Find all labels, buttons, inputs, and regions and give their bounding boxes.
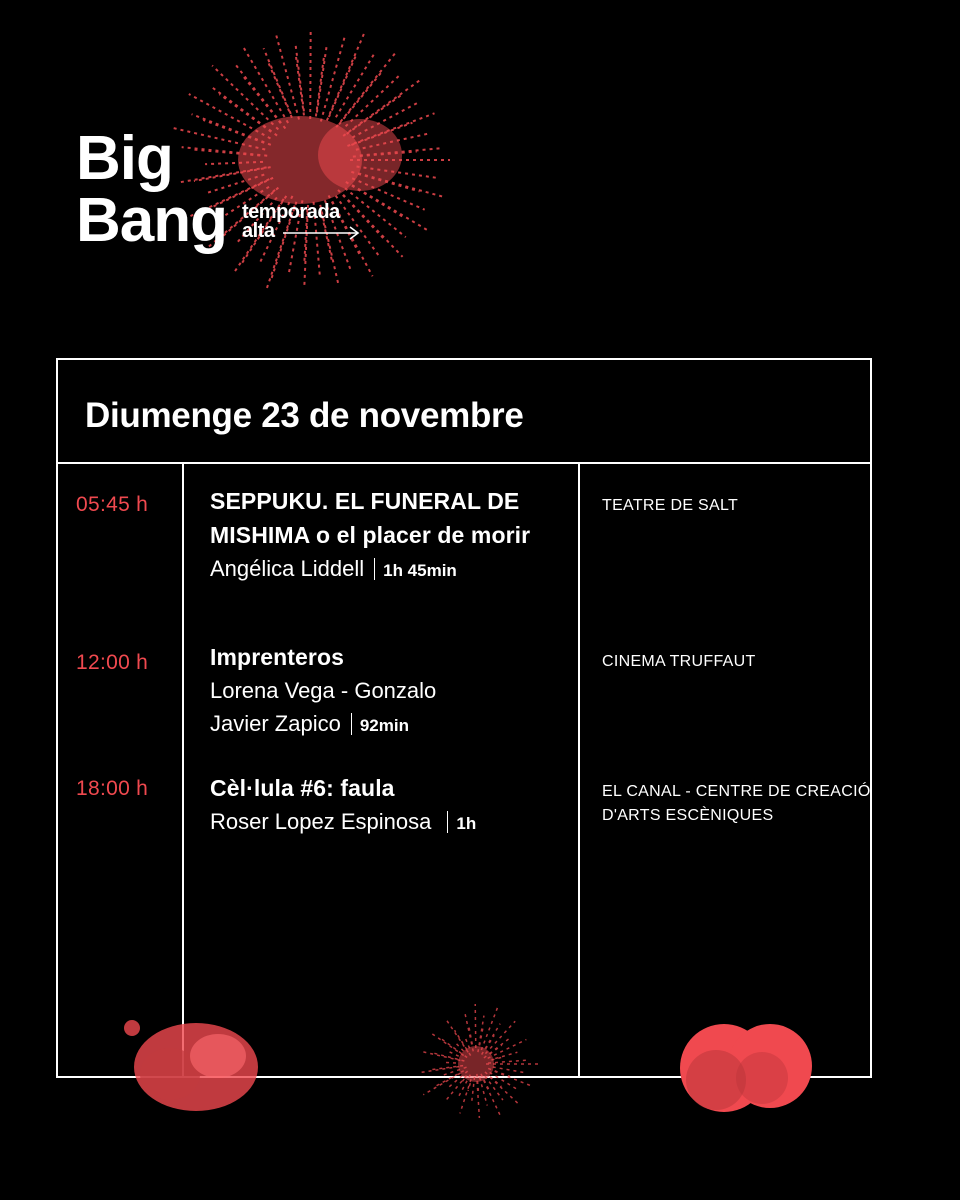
arrow-right-icon — [283, 226, 361, 240]
event-duration: 1h — [456, 814, 477, 833]
event-artist-line — [210, 552, 570, 587]
event-artist: Roser Lopez Espinosa — [210, 809, 432, 834]
logo-sub-line2: alta — [242, 220, 275, 242]
logo-bang: Bang — [76, 186, 227, 255]
event-artist-line — [210, 674, 490, 742]
event-duration: 1h 45min — [383, 561, 457, 580]
event-time: 12:00 h — [76, 651, 149, 674]
schedule-date: Diumenge 23 de novembre — [85, 396, 524, 435]
event-venue: TEATRE DE SALT — [602, 497, 739, 514]
event-duration: 92min — [359, 716, 409, 735]
schedule-header — [58, 360, 870, 464]
event-title: SEPPUKU. EL FUNERAL DE MISHIMA o el placer de morir — [210, 488, 531, 548]
sphere-blob-graphic — [676, 1018, 816, 1118]
event-artist: Lorena Vega - Gonzalo Javier Zapico — [210, 678, 437, 736]
event-venue: CINEMA TRUFFAUT — [602, 653, 756, 670]
event-info — [210, 484, 570, 587]
event-info — [210, 771, 570, 840]
separator — [351, 713, 352, 735]
column-divider — [578, 462, 580, 1076]
separator — [374, 558, 375, 580]
burst-blob-graphic — [396, 1004, 546, 1124]
column-divider — [182, 462, 184, 1076]
logo-sub-line1: temporada — [242, 201, 340, 223]
event-time: 05:45 h — [76, 493, 149, 516]
event-artist: Angélica Liddell — [210, 556, 365, 581]
event-artist-line — [210, 805, 570, 840]
smoke-blob-graphic — [118, 1012, 268, 1122]
event-venue: EL CANAL - CENTRE DE CREACIÓ D'ARTS ESCÈNIQUES — [602, 783, 871, 824]
event-title: Imprenteros — [210, 644, 345, 670]
logo-big: Big — [76, 124, 173, 193]
schedule-table — [56, 358, 872, 1078]
separator — [447, 811, 448, 833]
event-title: Cèl·lula #6: faula — [210, 775, 395, 801]
event-info — [210, 640, 570, 742]
event-time: 18:00 h — [76, 777, 149, 800]
